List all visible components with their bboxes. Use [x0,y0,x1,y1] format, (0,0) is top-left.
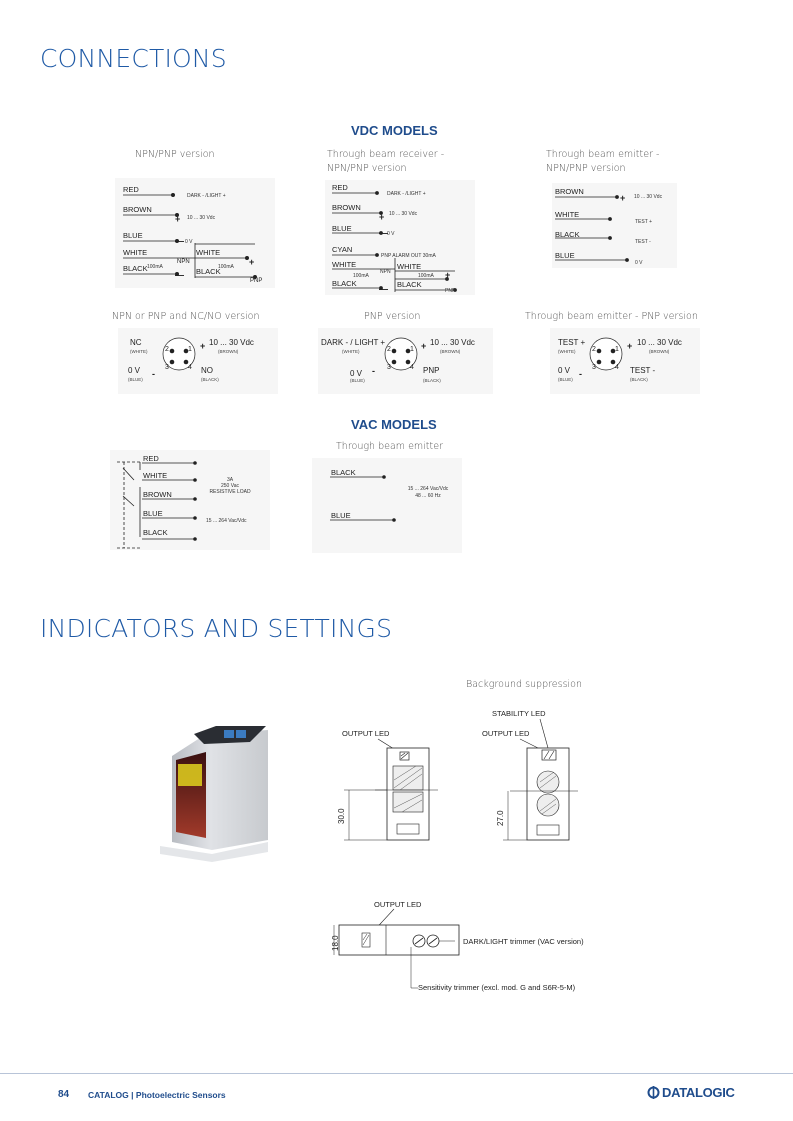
minus-sign: — [379,228,388,238]
zero-v-label: 0 V [387,231,395,237]
test-minus-label: TEST - [635,239,651,245]
plus-sign-2: + [249,257,255,267]
brown-paren: (BROWN) [218,349,239,354]
wire-red-label: RED [123,185,139,194]
blue-paren: (BLUE) [128,377,143,382]
pnp-label: PNP [250,278,263,284]
dimension-18: 18.0 [331,935,340,951]
pin-3: 3 [165,364,169,371]
stability-led-label: STABILITY LED [492,709,546,718]
footer-catalog-label [88,1090,226,1100]
caption-bg-suppression: Background suppression [466,679,583,690]
pnp-current-label: 100mA [418,273,434,279]
rating-voltage: 250 Vac [221,483,239,489]
caption-emitter-pnp: Through beam emitter - PNP version [525,311,698,322]
brown-paren: (BROWN) [440,349,461,354]
dark-light-label: DARK - /LIGHT + [387,191,426,197]
pin-1: 1 [615,346,619,353]
footer-catalog: CATALOG [88,1090,129,1100]
wire-cyan-label: CYAN [332,245,353,254]
supply-label: 10 ... 30 Vdc [187,215,216,221]
pin-2: 2 [387,346,391,353]
pin-1: 1 [188,346,192,353]
caption-emitter-1: Through beam emitter - [546,149,660,160]
rating-load: RESISTIVE LOAD [209,489,251,495]
page-number: 84 [58,1089,70,1100]
plus-sign: + [421,341,427,351]
black-paren: (BLACK) [630,377,648,382]
connector-pnp [318,328,493,394]
wire-blue-label: BLUE [123,231,143,240]
vac-supply-frequency: 48 ... 60 Hz [415,493,441,499]
wire-white-label: WHITE [555,210,580,219]
wire-white-label: WHITE [332,260,357,269]
supply-label: 10 ... 30 Vdc [389,211,418,217]
pin-2: 2 [592,346,596,353]
test-plus-label: TEST + [635,219,652,225]
caption-pnp: PNP version [364,311,421,322]
zero-v-label: 0 V [558,366,571,375]
plus-sign: + [627,341,633,351]
sensitivity-trimmer-label: Sensitivity trimmer (excl. mod. G and S6R-5-M) [418,983,576,992]
vdc-models-heading: VDC MODELS [351,123,438,138]
wire-red-label: RED [143,454,159,463]
plus-sign: + [200,341,206,351]
minus-sign-2: — [379,284,388,294]
npn-label: NPN [380,269,391,275]
rating-current: 3A [226,477,234,483]
minus-sign: - [152,369,155,379]
wire-black-label-2: BLACK [397,280,422,289]
vac-supply-voltage: 15 ... 264 Vac/Vdc [407,486,449,492]
alarm-label: PNP ALARM OUT 30mA [381,253,436,259]
minus-sign: - [579,369,582,379]
zero-v-label: 0 V [128,366,141,375]
plus-sign: + [620,193,626,203]
connector-nc-no [118,328,278,394]
pin-4: 4 [410,364,414,371]
npn-label: NPN [177,259,190,265]
blue-paren: (BLUE) [558,377,573,382]
test-minus-label: TEST - [630,366,656,375]
pnp-label: PNP [423,366,440,375]
wire-white-label: WHITE [123,248,148,257]
logo-icon [647,1086,660,1099]
pin-3: 3 [387,364,391,371]
zero-v-label: 0 V [635,260,643,266]
supply-label: 10 ... 30 Vdc [430,338,475,347]
vac-supply-label: 15 ... 264 Vac/Vdc [206,518,247,524]
no-label: NO [201,366,213,375]
npn-current-label: 100mA [353,273,369,279]
pin-4: 4 [615,364,619,371]
vac-models-heading: VAC MODELS [351,417,437,432]
supply-label: 10 ... 30 Vdc [209,338,254,347]
white-paren: (WHITE) [130,349,148,354]
wire-brown-label: BROWN [332,203,361,212]
wire-white-label-2: WHITE [196,248,221,257]
diagram-vac-emitter [312,458,462,553]
wire-black-label: BLACK [143,528,168,537]
diagram-npn-pnp [115,178,280,290]
wire-blue-label: BLUE [143,509,163,518]
wire-blue-label: BLUE [331,511,351,520]
plus-sign-2: + [445,270,451,280]
black-paren: (BLACK) [423,378,441,383]
wire-blue-label: BLUE [332,224,352,233]
wire-brown-label: BROWN [143,490,172,499]
caption-vac-emitter: Through beam emitter [336,441,444,452]
dark-light-trimmer-label: DARK/LIGHT trimmer (VAC version) [463,937,584,946]
wire-black-label-2: BLACK [196,267,221,276]
caption-npn-pnp: NPN/PNP version [135,149,215,160]
wire-brown-label: BROWN [123,205,152,214]
wire-black-label: BLACK [331,468,356,477]
connector-emitter-pnp [550,328,700,394]
minus-sign: - [372,366,375,376]
section-title-connections: CONNECTIONS [40,44,227,73]
zero-v-label: 0 V [185,239,193,245]
output-led-label: OUTPUT LED [482,729,530,738]
caption-emitter-2: NPN/PNP version [546,163,626,174]
wire-black-label: BLACK [332,279,357,288]
sensor-product-photo [150,722,280,864]
pnp-current-label: 100mA [218,264,234,270]
pin-2: 2 [165,346,169,353]
zero-v-label: 0 V [350,369,363,378]
wire-black-label: BLACK [555,230,580,239]
output-led-label: OUTPUT LED [342,729,390,738]
drawing-top-view [322,895,622,1000]
diagram-emitter [552,183,682,271]
wire-red-label: RED [332,183,348,192]
diagram-receiver [325,180,475,295]
supply-label: 10 ... 30 Vdc [637,338,682,347]
blue-paren: (BLUE) [350,378,365,383]
wire-white-label: WHITE [143,471,168,480]
white-paren: (WHITE) [342,349,360,354]
brown-paren: (BROWN) [649,349,670,354]
caption-receiver-1: Through beam receiver - [327,149,445,160]
minus-sign-2: — [175,270,184,280]
npn-current-label: 100mA [147,264,163,270]
brand-logo [647,1085,735,1100]
white-paren: (WHITE) [558,349,576,354]
caption-nc-no: NPN or PNP and NC/NO version [112,311,260,322]
pin-3: 3 [592,364,596,371]
minus-sign: — [175,236,184,246]
brand-name: DATALOGIC [662,1085,735,1100]
wire-white-label-2: WHITE [397,262,422,271]
plus-sign: + [175,214,181,224]
wire-black-label: BLACK [123,264,148,273]
output-led-label: OUTPUT LED [374,900,422,909]
pnp-label: PNP [445,288,456,294]
pin-4: 4 [188,364,192,371]
drawing-output-led-30 [330,720,470,852]
diagram-vac-receiver [110,450,275,550]
footer-divider [0,1073,793,1074]
pin-1: 1 [410,346,414,353]
dark-light-label: DARK - /LIGHT + [187,193,226,199]
plus-sign: + [379,212,385,222]
dark-light-label: DARK - / LIGHT + [321,338,386,347]
wire-brown-label: BROWN [555,187,584,196]
caption-receiver-2: NPN/PNP version [327,163,407,174]
footer-section: Photoelectric Sensors [135,1090,226,1100]
nc-label: NC [130,338,142,347]
dimension-30: 30.0 [337,808,346,824]
wire-blue-label: BLUE [555,251,575,260]
section-title-indicators: INDICATORS AND SETTINGS [40,614,393,643]
supply-label: 10 ... 30 Vdc [634,194,663,200]
drawing-stability-led-27 [470,700,610,852]
footer-separator: | [131,1090,134,1100]
test-plus-label: TEST + [558,338,586,347]
dimension-27: 27.0 [496,810,505,826]
black-paren: (BLACK) [201,377,219,382]
